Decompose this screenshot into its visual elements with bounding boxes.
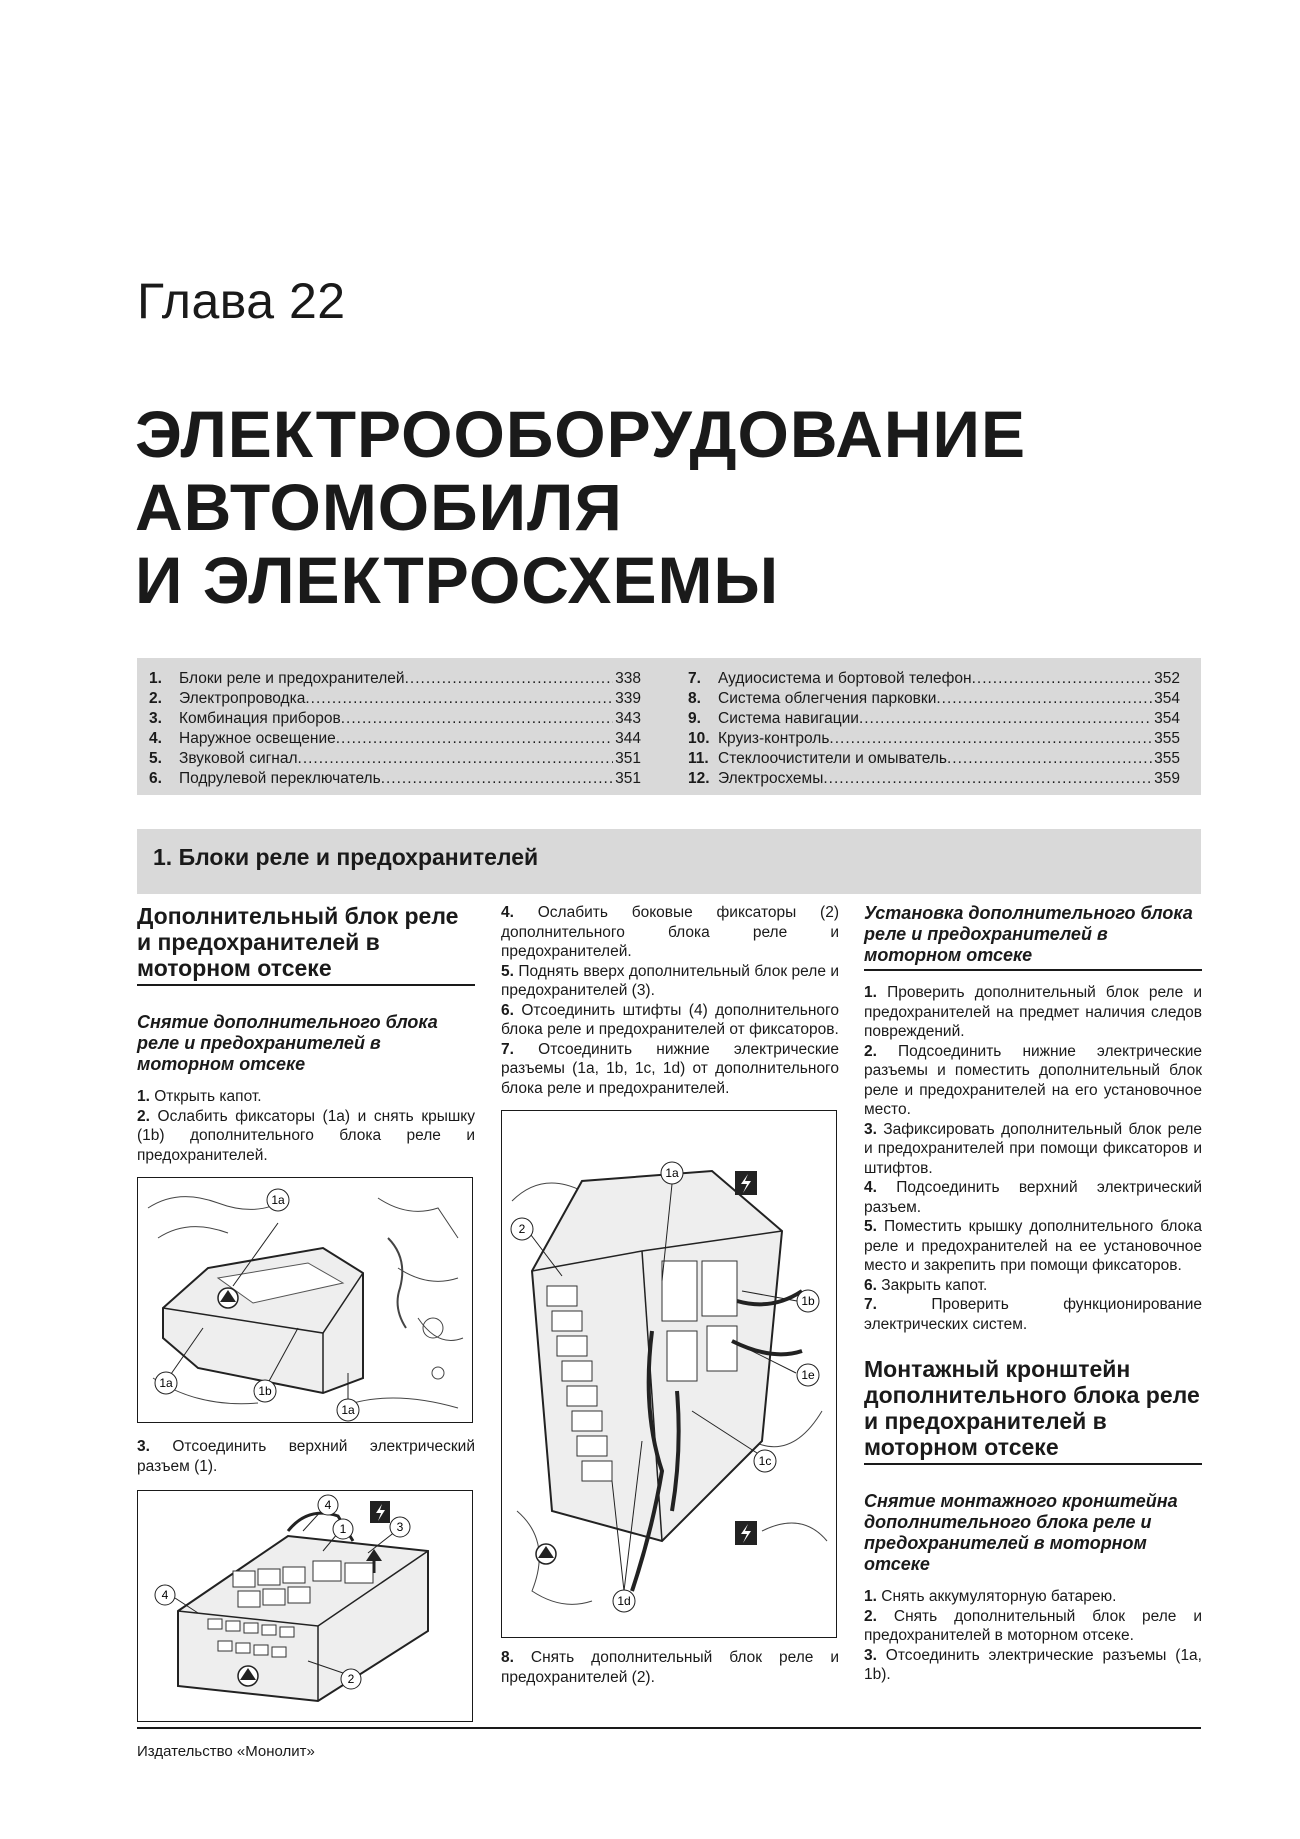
step-number: 7. (864, 1296, 877, 1313)
column-1 (137, 903, 475, 1722)
step-number: 1. (864, 984, 877, 1001)
callout-label: 1d (617, 1594, 631, 1608)
callout-label: 1 (339, 1522, 347, 1536)
toc-leader (336, 729, 613, 749)
step-text: Ослабить боковые фиксаторы (2) дополнительного блока реле и предохранителей. (501, 904, 839, 960)
callout-label: 4 (324, 1498, 332, 1512)
step-text: Закрыть капот. (881, 1276, 988, 1294)
toc-column-right (688, 669, 1180, 789)
step-text: Открыть капот. (154, 1088, 262, 1105)
step-number: 3. (137, 1438, 150, 1455)
toc-number: 10. (688, 730, 710, 747)
fuse-box-connectors-illustration (502, 1111, 836, 1637)
step-text: Отсоединить верхний электрический разъем (1). (137, 1438, 475, 1475)
toc-page: 343 (615, 710, 641, 727)
toc-page: 344 (615, 730, 641, 747)
callout-label: 1e (801, 1368, 815, 1382)
toc-entry[interactable] (688, 749, 1180, 769)
fuse-box-top-illustration (138, 1491, 472, 1721)
step-text: Снять дополнительный блок реле и предохранителей в моторном отсеке. (864, 1607, 1202, 1644)
chapter-label: Глава 22 (137, 273, 346, 329)
subsection-heading: Дополнительный блок реле и предохранителей в моторном отсеке (137, 903, 475, 986)
title-line: ЭЛЕКТРООБОРУДОВАНИЕ (135, 397, 1026, 471)
toc-title: Аудиосистема и бортовой телефон (718, 670, 972, 687)
step-text: Поместить крышку дополнительного блока реле и предохранителей на ее установочное место и закрепить при помощи фиксаторов. (864, 1218, 1202, 1274)
step-number: 1. (137, 1088, 150, 1105)
toc-entry[interactable] (149, 709, 641, 729)
toc-page: 355 (1154, 730, 1180, 747)
step (501, 1648, 839, 1687)
step-number: 8. (501, 1649, 514, 1666)
toc-number: 3. (149, 710, 162, 727)
toc-number: 9. (688, 710, 701, 727)
step-text: Подсоединить нижние электрические разъемы и поместить дополнительный блок реле и предохранителей на его установочное место. (864, 1042, 1202, 1118)
callout-label: 1a (159, 1376, 173, 1390)
toc-title: Система навигации (718, 710, 859, 727)
callout-label: 1c (758, 1454, 772, 1468)
toc-number: 6. (149, 770, 162, 787)
toc-title: Подрулевой переключатель (179, 770, 381, 787)
toc-title: Комбинация приборов (179, 710, 341, 727)
main-title (135, 398, 1135, 617)
step (864, 1217, 1202, 1276)
toc-title: Электропроводка (179, 690, 306, 707)
step-text: Проверить дополнительный блок реле и предохранителей на предмет наличия следов повреждений. (864, 984, 1202, 1040)
section-header (137, 829, 1201, 894)
callout-label: 1b (801, 1294, 815, 1308)
toc-number: 5. (149, 750, 162, 767)
step-number: 4. (501, 904, 514, 921)
toc-entry[interactable] (149, 749, 641, 769)
step-text: Отсоединить штифты (4) дополнительного блока реле и предохранителей от фиксаторов. (501, 1001, 839, 1038)
step-number: 2. (864, 1042, 877, 1060)
step (501, 903, 839, 962)
toc-leader (859, 709, 1152, 729)
callout-label: 1b (258, 1384, 272, 1398)
toc-page: 339 (615, 690, 641, 707)
toc-entry[interactable] (149, 669, 641, 689)
toc-entry[interactable] (149, 689, 641, 709)
step-text: Ослабить фиксаторы (1a) и снять крышку (1b) дополнительного блока реле и предохранителей. (137, 1107, 476, 1164)
toc-leader (341, 709, 613, 729)
toc-page: 351 (615, 770, 641, 787)
step-number: 2. (137, 1107, 150, 1125)
subsection-heading: Монтажный кронштейн дополнительного блока реле и предохранителей в моторном отсеке (864, 1356, 1202, 1465)
toc-leader (298, 749, 614, 769)
toc-page: 359 (1154, 770, 1180, 787)
toc-entry[interactable] (688, 689, 1180, 709)
step-number: 1. (864, 1588, 877, 1605)
callout-label: 4 (161, 1588, 169, 1602)
toc-page: 354 (1154, 690, 1180, 707)
toc-number: 11. (688, 750, 709, 767)
table-of-contents (137, 658, 1201, 795)
toc-page: 351 (615, 750, 641, 767)
step-number: 3. (864, 1120, 877, 1138)
column-3 (864, 903, 1202, 1685)
toc-page: 338 (615, 670, 641, 687)
toc-entry[interactable] (688, 769, 1180, 789)
toc-column-left (149, 669, 641, 789)
step (864, 1276, 1202, 1296)
step-text: Поднять вверх дополнительный блок реле и предохранителей (3). (501, 962, 839, 999)
publisher-name: Издательство «Монолит» (137, 1743, 315, 1760)
step-number: 7. (501, 1040, 514, 1058)
step-number: 2. (864, 1607, 877, 1625)
figure-fuse-box-top (137, 1490, 473, 1722)
toc-title: Наружное освещение (179, 730, 336, 747)
step-text: Подсоединить верхний электрический разъем. (864, 1179, 1203, 1216)
step-number: 6. (864, 1276, 877, 1294)
step-number: 5. (864, 1218, 877, 1235)
toc-title: Электросхемы (718, 770, 824, 787)
toc-number: 2. (149, 690, 162, 707)
step-number: 5. (501, 962, 514, 980)
title-line: И ЭЛЕКТРОСХЕМЫ (135, 543, 780, 617)
step (864, 1646, 1202, 1685)
toc-entry[interactable] (688, 709, 1180, 729)
step-number: 4. (864, 1179, 877, 1196)
page-footer (137, 1727, 1201, 1760)
toc-page: 352 (1154, 670, 1180, 687)
toc-leader (823, 769, 1152, 789)
step (864, 1120, 1202, 1179)
procedure-heading: Снятие дополнительного блока реле и предохранителей в моторном отсеке (137, 1012, 438, 1074)
toc-leader (305, 689, 613, 709)
step (864, 1042, 1202, 1120)
callout-label: 1a (341, 1403, 355, 1417)
procedure-heading: Установка дополнительного блока реле и предохранителей в моторном отсеке (864, 903, 1202, 971)
procedure-heading: Снятие монтажного кронштейна дополнительного блока реле и предохранителей в моторном отсеке (864, 1491, 1178, 1574)
toc-leader (405, 669, 614, 689)
title-line: АВТОМОБИЛЯ (135, 470, 623, 544)
toc-number: 12. (688, 770, 710, 787)
step-text: Отсоединить электрические разъемы (1a, 1b). (864, 1646, 1202, 1683)
callout-label: 2 (518, 1222, 526, 1236)
toc-entry[interactable] (688, 729, 1180, 749)
step (137, 1437, 475, 1476)
step (864, 1178, 1202, 1217)
toc-number: 7. (688, 670, 701, 687)
step-number: 3. (864, 1646, 877, 1664)
step-text: Отсоединить нижние электрические разъемы (1a, 1b, 1c, 1d) от дополнительного блока реле и предохранителей. (501, 1040, 839, 1097)
toc-entry[interactable] (688, 669, 1180, 689)
step-text: Зафиксировать дополнительный блок реле и предохранителей при помощи фиксаторов и штифтов. (864, 1120, 1202, 1177)
toc-leader (381, 769, 613, 789)
step (864, 1295, 1202, 1334)
toc-leader (936, 689, 1152, 709)
toc-leader (947, 749, 1152, 769)
fuse-box-cover-illustration (138, 1178, 472, 1422)
callout-label: 3 (396, 1520, 404, 1534)
callout-label: 2 (347, 1672, 355, 1686)
toc-title: Звуковой сигнал (179, 750, 298, 767)
step-text: Снять аккумуляторную батарею. (881, 1588, 1117, 1605)
callout-label: 1a (665, 1166, 679, 1180)
step (501, 1040, 839, 1099)
step (137, 1107, 475, 1166)
step (501, 962, 839, 1001)
step-text: Снять дополнительный блок реле и предохранителей (2). (501, 1649, 839, 1686)
toc-leader (972, 669, 1153, 689)
figure-fuse-box-bottom-connectors (501, 1110, 837, 1638)
toc-title: Круиз-контроль (718, 730, 830, 747)
step-number: 6. (501, 1001, 514, 1019)
toc-entry[interactable] (149, 769, 641, 789)
step (137, 1087, 475, 1107)
toc-title: Блоки реле и предохранителей (179, 670, 405, 687)
toc-number: 8. (688, 690, 701, 707)
step (501, 1001, 839, 1040)
step (864, 983, 1202, 1042)
toc-leader (829, 729, 1152, 749)
step-text: Проверить функционирование электрических систем. (864, 1296, 1202, 1333)
column-2 (501, 903, 839, 1687)
toc-entry[interactable] (149, 729, 641, 749)
step (864, 1607, 1202, 1646)
step (864, 1587, 1202, 1607)
toc-title: Система облегчения парковки (718, 690, 937, 707)
section-title: 1. Блоки реле и предохранителей (153, 844, 539, 870)
toc-number: 1. (149, 670, 162, 687)
callout-label: 1a (271, 1193, 285, 1207)
toc-number: 4. (149, 730, 162, 747)
toc-page: 354 (1154, 710, 1180, 727)
toc-title: Стеклоочистители и омыватель (718, 750, 947, 767)
figure-fuse-box-cover (137, 1177, 473, 1423)
toc-page: 355 (1154, 750, 1180, 767)
